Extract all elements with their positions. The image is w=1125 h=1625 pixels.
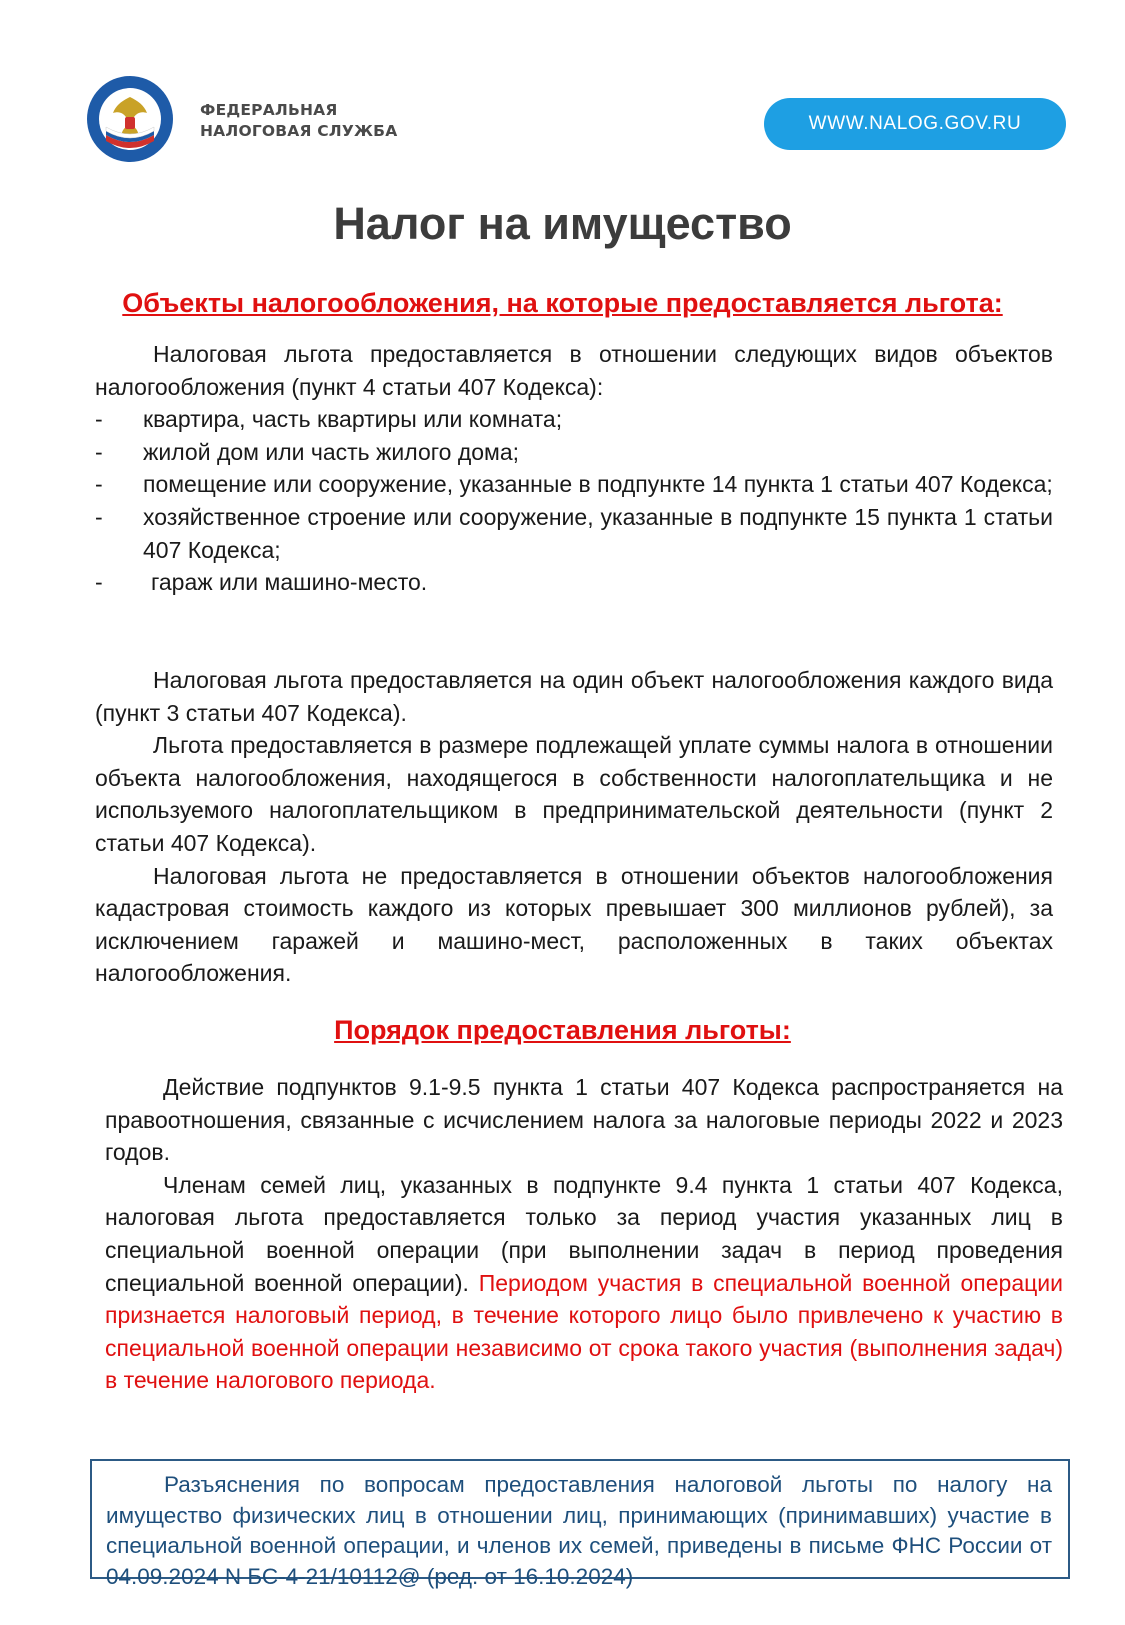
org-name-line2: НАЛОГОВАЯ СЛУЖБА	[200, 122, 398, 140]
procedure-block	[105, 1071, 1063, 1397]
list-item: - хозяйственное строение или сооружение, указанные в подпункте 15 пункта 1 статьи 407 Кодекса;	[95, 503, 1053, 563]
page-title: Налог на имущество	[333, 198, 792, 249]
org-name	[200, 100, 397, 142]
list-item-text: помещение или сооружение, указанные в подпункте 14 пункта 1 статьи 407 Кодекса;	[143, 471, 1053, 498]
objects-rules-block	[95, 664, 1053, 990]
clarification-note	[90, 1459, 1070, 1589]
paragraph: Налоговая льгота предоставляется на один объект налогообложения каждого вида (пункт 3 статьи 407 Кодекса).	[95, 667, 1053, 726]
section-heading-procedure: Порядок предоставления льготы:	[334, 1015, 791, 1045]
list-item-text: хозяйственное строение или сооружение, указанные в подпункте 15 пункта 1 статьи 407 Кодекса;	[143, 503, 1053, 563]
objects-list	[95, 403, 1053, 599]
objects-intro: Налоговая льгота предоставляется в отношении следующих видов объектов налогообложения (пункт 4 статьи 407 Кодекса):	[95, 341, 1053, 400]
paragraph: Действие подпунктов 9.1-9.5 пункта 1 статьи 407 Кодекса распространяется на правоотношения, связанные с исчислением налога за налоговые периоды 2022 и 2023 годов.	[105, 1074, 1063, 1166]
list-item: - жилой дом или часть жилого дома;	[95, 438, 520, 465]
objects-block	[95, 338, 1053, 599]
list-item: - гараж или машино-место.	[95, 569, 428, 596]
org-name-line1: ФЕДЕРАЛЬНАЯ	[200, 101, 338, 119]
list-item: - помещение или сооружение, указанные в подпункте 14 пункта 1 статьи 407 Кодекса;	[95, 471, 1053, 498]
list-item-text: квартира, часть квартиры или комната;	[143, 406, 563, 433]
website-link[interactable]: WWW.NALOG.GOV.RU	[764, 98, 1066, 150]
list-item-text: гараж или машино-место.	[151, 569, 428, 596]
list-item-text: жилой дом или часть жилого дома;	[143, 438, 520, 465]
paragraph	[105, 1169, 1063, 1397]
fns-emblem-icon	[86, 75, 174, 163]
section-heading-objects: Объекты налогообложения, на которые предоставляется льгота:	[122, 288, 1003, 318]
paragraph-text: Членам семей лиц, указанных в подпункте 9.4 пункта 1 статьи 407 Кодекса, налоговая льгота предоставляется только за период участия указанных лиц в специальной военной операции (при выполнении задач в период проведения специальной военной операции).	[105, 1171, 1063, 1296]
note-text: Разъяснения по вопросам предоставления налоговой льготы по налогу на имущество физических лиц в отношении лиц, принимающих (принимавших) участие в специальной военной операции, и членов их семей, приведены в письме ФНС России от 04.09.2024 N БС-4-21/10112@ (ред. от 16.10.2024)	[106, 1472, 1052, 1589]
paragraph: Льгота предоставляется в размере подлежащей уплате суммы налога в отношении объекта налогообложения, находящегося в собственности налогоплательщика и не используемого налогоплательщиком в предпринимательской деятельности (пункт 2 статьи 407 Кодекса).	[95, 732, 1053, 856]
paragraph: Налоговая льгота не предоставляется в отношении объектов налогообложения кадастровая стоимость каждого из которых превышает 300 миллионов рублей), за исключением гаражей и машино-мест, расположенных в таких объектах налогообложения.	[95, 862, 1053, 987]
list-item: - квартира, часть квартиры или комната;	[95, 406, 563, 433]
highlighted-text: Периодом участия в специальной военной операции признается налоговый период, в течение которого лицо было привлечено к участию в специальной военной операции независимо от срока такого участия (выполнения задач) в течение налогового периода.	[105, 1269, 1063, 1394]
